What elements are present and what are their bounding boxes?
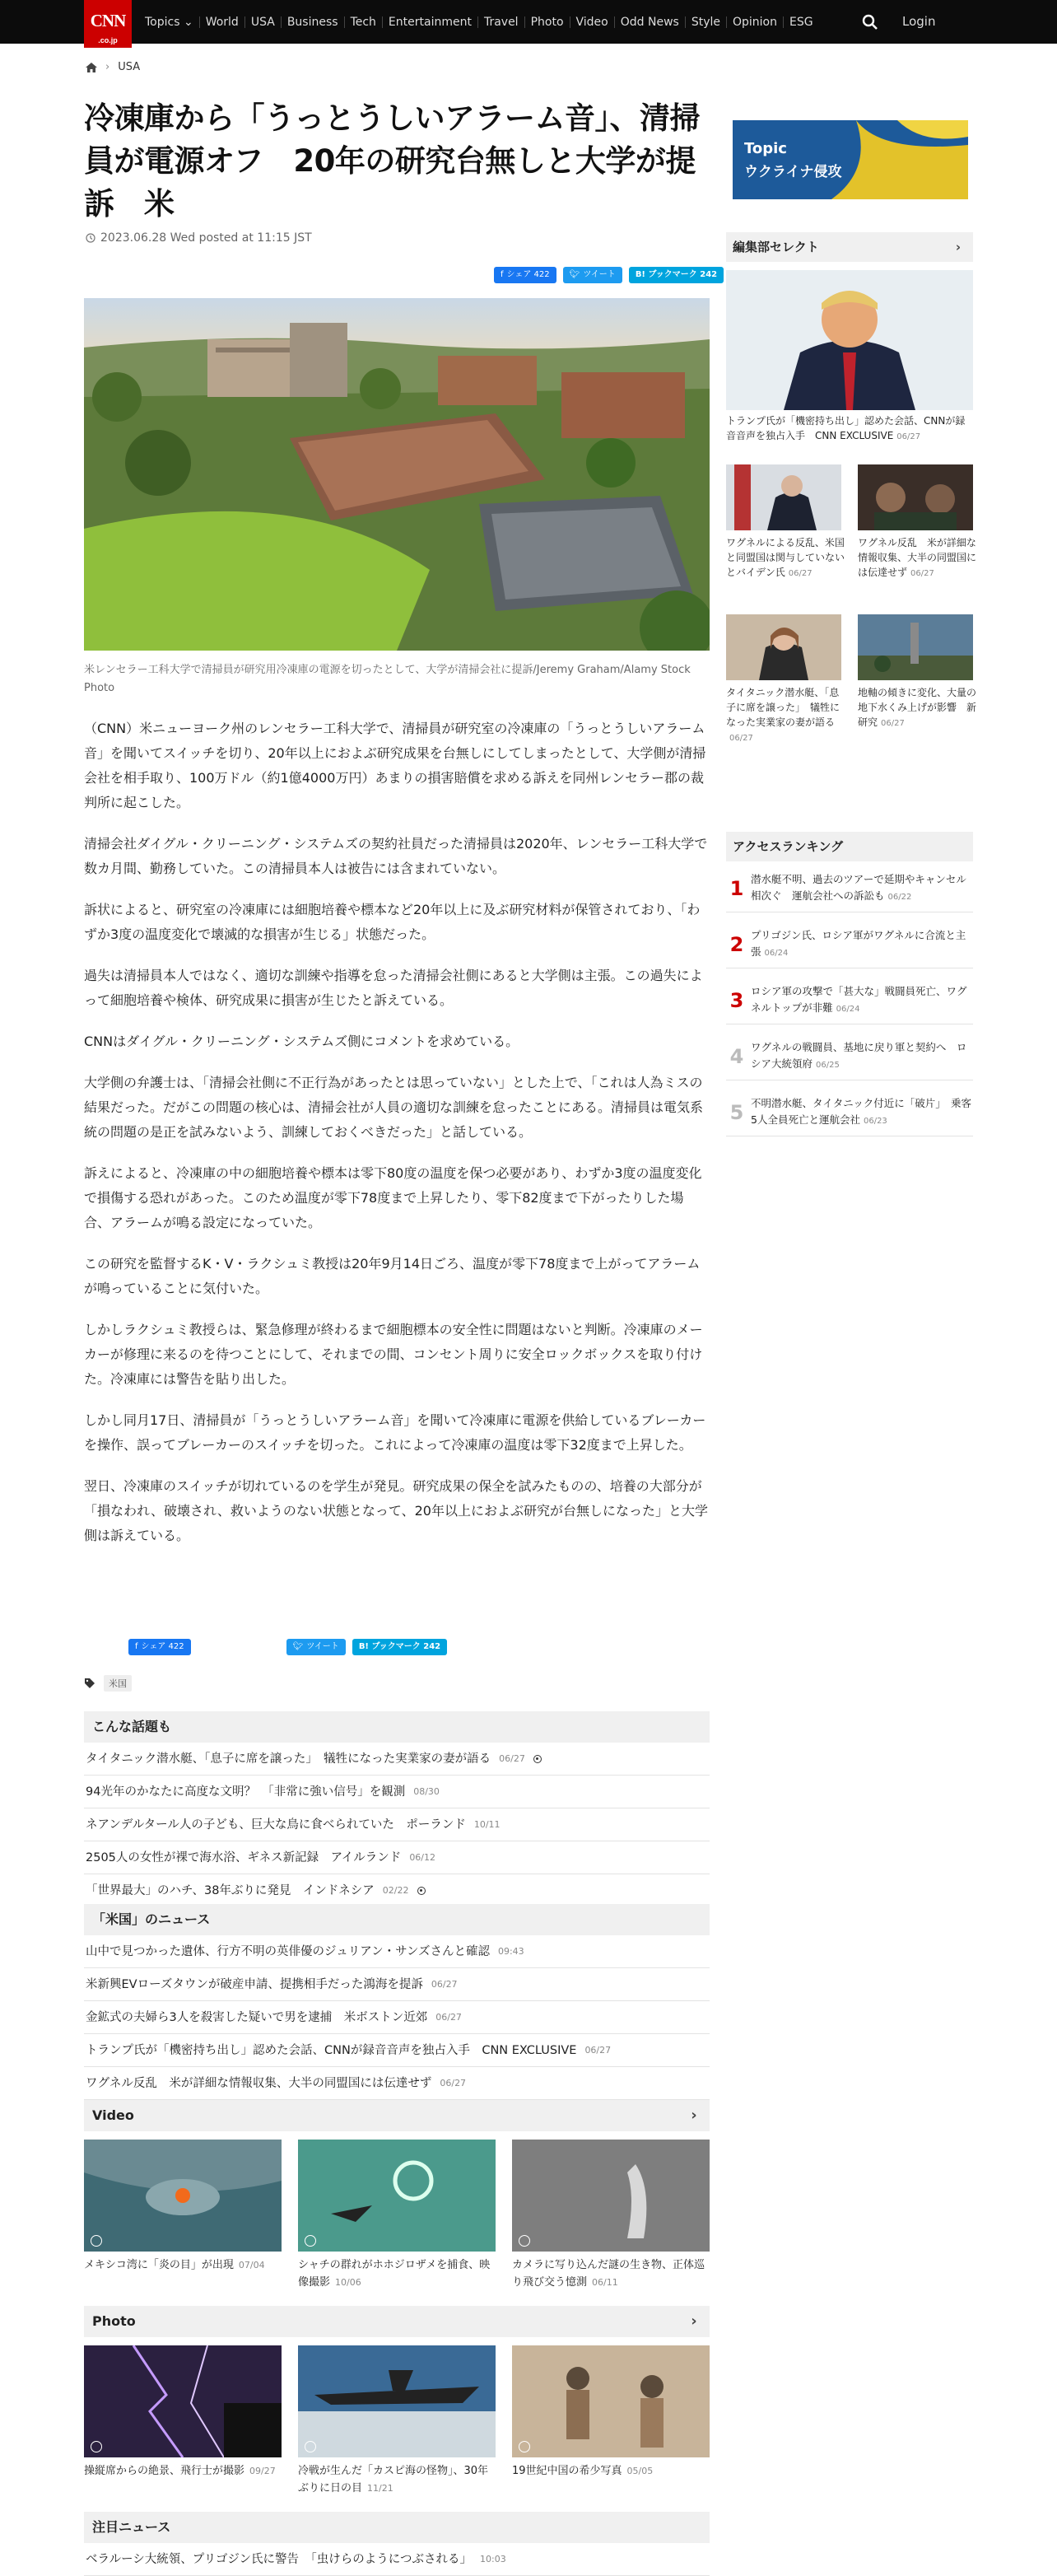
list-item-title: 2505人の女性が裸で海水浴、ギネス新記録 アイルランド: [86, 1850, 402, 1864]
article-paragraph: 訴状によると、研究室の冷凍庫には細胞培養や標本など20年以上に及ぶ研究材料が保管されており、「わずか3度の温度変化で壊滅的な損害が生じる」状態だった。: [84, 902, 701, 942]
list-item-title: 94光年のかなたに高度な文明？ 「非常に強い信号」を観測: [86, 1785, 406, 1799]
camera-icon: [305, 2441, 316, 2452]
camera-icon: [519, 2441, 530, 2452]
article-paragraph: （CNN）米ニューヨーク州のレンセラー工科大学で、清掃員が研究室の冷凍庫の「うっとうしいアラーム音」を聞いてスイッチを切り、20年以上におよぶ研究成果を台無しにしてしまったとして、大学側が清掃会社を相手取り、100万ドル（約1億4000万円）あまりの損害賠償を求める訴えを同州レンセラー郡の裁判所に起こした。: [84, 721, 706, 810]
related-heading: [84, 1711, 710, 1743]
breadcrumb: [86, 61, 140, 73]
list-item[interactable]: [84, 1841, 710, 1874]
list-item-title: 山中で見つかった遺体、行方不明の英俳優のジュリアン・サンズさんと確認: [86, 1944, 490, 1958]
twitter-share-label: ツイート: [583, 270, 616, 279]
rank-text: [747, 1095, 973, 1130]
rank-text: [747, 1039, 973, 1074]
video-card[interactable]: [512, 2140, 710, 2291]
photo-thumbnail: [84, 2345, 282, 2457]
list-item-date: 09:43: [497, 1945, 524, 1957]
rank-text: [747, 871, 973, 906]
nav-entertainment[interactable]: Entertainment: [382, 16, 477, 28]
list-item-title: ワグネル反乱 米が詳細な情報収集、大半の同盟国には伝達せず: [86, 2076, 432, 2090]
editor-item-image[interactable]: [858, 464, 973, 530]
related-list: [84, 1743, 710, 1907]
nav-links: [145, 0, 819, 44]
editor-select-heading-text: 編集部セレクト: [733, 240, 819, 254]
chevron-right-icon[interactable]: ›: [955, 240, 962, 254]
list-item-date: 06/27: [584, 2044, 612, 2056]
twitter-share-label: ツイート: [306, 1642, 339, 1651]
nav-style[interactable]: Style: [685, 16, 726, 28]
share-buttons-bottom: [128, 1639, 447, 1655]
breadcrumb-section[interactable]: USA: [118, 61, 141, 73]
facebook-share-button[interactable]: [128, 1639, 191, 1655]
photo-card-title: [84, 2462, 282, 2480]
video-thumbnail: [298, 2140, 496, 2252]
rank-title: プリゴジン氏、ロシア軍がワグネルに合流と主張: [751, 928, 966, 958]
editor-item-date: 06/27: [788, 569, 813, 578]
list-item-date: 10:03: [480, 2553, 506, 2564]
editor-item-date: 06/27: [729, 734, 753, 743]
editor-item-image[interactable]: [726, 464, 841, 530]
list-item-date: 06/27: [440, 2077, 467, 2088]
rank-date: 06/24: [764, 948, 789, 958]
article-title: 冷凍庫から「うっとうしいアラーム音」、清掃員が電源オフ 20年の研究台無しと大学が提訴 米: [84, 100, 700, 222]
chevron-right-icon[interactable]: ›: [691, 2312, 697, 2330]
chevron-right-icon[interactable]: ›: [691, 2107, 697, 2124]
banner-topic-title: ウクライナ侵攻: [744, 164, 842, 180]
facebook-share-label: シェア 422: [141, 1642, 184, 1651]
nav-usa[interactable]: USA: [244, 16, 281, 28]
photo-date: 11/21: [367, 2483, 393, 2494]
featured-list: [84, 2543, 710, 2576]
list-item-title: タイタニック潜水艇、「息子に席を譲った」 犠牲になった実業家の妻が語る: [86, 1752, 491, 1766]
editor-item-title: ワグネルによる反乱、米国と同盟国は関与していないとバイデン氏: [726, 537, 845, 578]
article-paragraph: しかし同月17日、清掃員が「うっとうしいアラーム音」を聞いて冷凍庫に電源を供給しているブレーカーを操作、誤ってブレーカーのスイッチを切った。これによって冷凍庫の温度は零下32度まで上昇した。: [84, 1412, 706, 1453]
ranking-item[interactable]: [726, 865, 973, 912]
list-item[interactable]: [84, 1874, 710, 1907]
photo-card[interactable]: [298, 2345, 496, 2497]
photo-card-title: [298, 2462, 496, 2497]
facebook-icon: f: [501, 270, 504, 279]
list-item-date: 06/27: [431, 1978, 458, 1990]
list-item-date: 06/27: [499, 1752, 525, 1764]
rank-date: 06/24: [836, 1004, 860, 1014]
article-paragraph: しかしラクシュミ教授らは、緊急修理が終わるまで細胞標本の安全性に問題はないと判断。冷凍庫のメーカーが修理に来るのを待つことにして、それまでの間、コンセント周りに安全ロックボックスを取り付けた。冷凍庫には警告を貼り出した。: [84, 1322, 703, 1387]
nav-video[interactable]: Video: [570, 16, 614, 28]
article-tags: [84, 1675, 132, 1692]
video-date: 06/11: [592, 2277, 618, 2288]
editor-item-caption[interactable]: [726, 413, 973, 445]
camera-icon: [91, 2441, 102, 2452]
list-item-date: 10/11: [473, 1818, 501, 1830]
rank-text: [747, 983, 973, 1018]
video-card[interactable]: [298, 2140, 496, 2291]
rank-number: 5: [729, 1100, 744, 1124]
video-card-title: [512, 2256, 710, 2291]
rank-date: 06/23: [863, 1116, 887, 1126]
list-item-date: 08/30: [413, 1785, 440, 1797]
photo-thumbnail: [298, 2345, 496, 2457]
nav-opinion[interactable]: Opinion: [726, 16, 783, 28]
ukraine-topic-banner[interactable]: [733, 120, 968, 199]
photo-heading[interactable]: [84, 2306, 710, 2337]
list-item-title: ベラルーシ大統領、プリゴジン氏に警告 「虫けらのようにつぶされる」: [86, 2552, 472, 2566]
video-heading[interactable]: [84, 2100, 710, 2131]
article-date: [86, 231, 312, 245]
photo-cards: [84, 2345, 710, 2497]
twitter-share-button[interactable]: [286, 1639, 346, 1655]
facebook-share-label: シェア 422: [506, 270, 550, 279]
list-item-title: 米新興EVローズタウンが破産申請、提携相手だった鴻海を提訴: [86, 1977, 423, 1991]
list-item[interactable]: [84, 1808, 710, 1841]
list-item-title: トランプ氏が「機密持ち出し」認めた会話、CNNが録音音声を独占入手 CNN EXCLUSIVE: [86, 2043, 577, 2057]
editor-item-title: タイタニック潜水艇、「息子に席を譲った」 犠牲になった実業家の妻が語る: [726, 687, 840, 728]
hatena-bookmark-button[interactable]: [352, 1639, 447, 1655]
usnews-heading-text: 「米国」のニュース: [92, 1911, 211, 1927]
editor-item-title: ワグネル反乱 米が詳細な情報収集、大半の同盟国には伝達せず: [858, 537, 977, 578]
photo-date: 09/27: [249, 2466, 276, 2476]
usnews-heading: [84, 1904, 710, 1935]
article-paragraph: 大学側の弁護士は、「清掃会社側に不正行為があったとは思っていない」とした上で、「これは人為ミスの結果だった。だがこの問題の核心は、清掃会社が人員の適切な訓練を怠ったことにある。清掃員は電気系統の問題の是正を試みないよう、訓練しておくべきだった」と話している。: [84, 1075, 704, 1140]
nav-topics[interactable]: Topics ⌄: [145, 15, 193, 29]
nav-photo[interactable]: Photo: [524, 16, 570, 28]
twitter-icon: 🐦︎: [292, 1642, 304, 1651]
photo-card[interactable]: [84, 2345, 282, 2497]
editor-item-date: 06/27: [896, 432, 921, 441]
editor-feature-image[interactable]: [726, 270, 973, 410]
video-date: 07/04: [238, 2260, 265, 2270]
editor-item-caption[interactable]: [858, 535, 976, 581]
article-paragraph: 清掃会社ダイグル・クリーニング・システムズの契約社員だった清掃員は2020年、レンセラー工科大学で数カ月間、勤務していた。この清掃員本人は被告には含まれていない。: [84, 836, 708, 876]
photo-title-text: 19世紀中国の希少写真: [512, 2465, 622, 2477]
related-heading-text: こんな話題も: [92, 1719, 172, 1734]
editor-item-caption[interactable]: [726, 685, 845, 746]
list-item[interactable]: [84, 2543, 710, 2576]
hatena-bookmark-button[interactable]: [629, 267, 724, 283]
editor-item-date: 06/27: [881, 719, 905, 728]
twitter-icon: 🐦︎: [569, 270, 580, 279]
list-item[interactable]: [84, 2034, 710, 2067]
editor-item-title: 地軸の傾きに変化、大量の地下水くみ上げが影響 新研究: [858, 687, 977, 728]
play-icon: [519, 2235, 530, 2247]
play-icon: [305, 2235, 316, 2247]
rank-date: 06/22: [887, 892, 912, 902]
editor-item-title: トランプ氏が「機密持ち出し」認めた会話、CNNが録音音声を独占入手 CNN EXCLUSIVE: [726, 415, 966, 441]
list-item-title: 金鉱式の夫婦ら3人を殺害した疑いで男を逮捕 米ボストン近郊: [86, 2010, 428, 2024]
list-item[interactable]: [84, 2067, 710, 2100]
video-title-text: カメラに写り込んだ謎の生き物、正体巡り飛び交う憶測: [512, 2259, 705, 2289]
video-icon: [533, 1755, 542, 1763]
facebook-share-button[interactable]: [494, 267, 556, 283]
list-item[interactable]: [84, 1743, 710, 1776]
video-thumbnail: [84, 2140, 282, 2252]
ranking-item[interactable]: [726, 977, 973, 1024]
list-item[interactable]: [84, 1776, 710, 1808]
video-thumbnail: [512, 2140, 710, 2252]
editor-select-heading[interactable]: [726, 232, 973, 262]
article-paragraph: CNNはダイグル・クリーニング・システムズ側にコメントを求めている。: [84, 1034, 519, 1049]
usnews-list: [84, 1935, 710, 2100]
video-heading-text: Video: [92, 2107, 134, 2123]
top-navbar: [0, 0, 1057, 44]
list-item-date: 02/22: [382, 1884, 409, 1896]
logo-text: CNN: [90, 11, 126, 30]
article-paragraph: 訴えによると、冷凍庫の中の細胞培養や標本は零下80度の温度を保つ必要があり、わずか3度の温度変化で損傷する恐れがあった。このため温度が零下78度まで上昇したり、零下82度まで下がったりした場合、アラームが鳴る設定になっていた。: [84, 1165, 702, 1230]
video-card[interactable]: [84, 2140, 282, 2291]
ranking-heading-text: アクセスランキング: [733, 839, 844, 854]
rank-title: 不明潜水艇、タイタニック付近に「破片」 乗客5人全員死亡と運航会社: [751, 1096, 972, 1126]
featured-heading-text: 注目ニュース: [92, 2519, 171, 2535]
list-item[interactable]: [84, 1968, 710, 2001]
list-item-title: 「世界最大」のハチ、38年ぶりに発見 インドネシア: [86, 1883, 375, 1897]
article-hero-image: [84, 298, 710, 651]
featured-heading: [84, 2512, 710, 2543]
article-body: [84, 716, 710, 1565]
video-title-text: シャチの群れがホホジロザメを捕食、映像撮影: [298, 2259, 491, 2289]
photo-card[interactable]: [512, 2345, 710, 2497]
rank-title: 潜水艇不明、過去のツアーで延期やキャンセル相次ぐ 運航会社への訴訟も: [751, 872, 966, 902]
photo-title-text: 冷戦が生んだ「カスピ海の怪物」、30年ぶりに日の目: [298, 2465, 489, 2494]
ranking-item[interactable]: [726, 1089, 973, 1136]
video-card-title: [84, 2256, 282, 2274]
nav-business[interactable]: Business: [281, 16, 344, 28]
tag-icon: [84, 1678, 95, 1689]
search-icon[interactable]: [861, 13, 879, 31]
editor-item-image[interactable]: [858, 614, 973, 680]
editor-item-image[interactable]: [726, 614, 841, 680]
rank-number: 3: [729, 988, 744, 1012]
logo-subtext: .co.jp: [98, 36, 118, 44]
image-caption: 米レンセラー工科大学で清掃員が研究用冷凍庫の電源を切ったとして、大学が清掃会社に提訴/Jeremy Graham/Alamy Stock Photo: [84, 664, 691, 694]
photo-thumbnail: [512, 2345, 710, 2457]
hatena-bookmark-label: B! ブックマーク 242: [635, 270, 718, 279]
nav-odd-news[interactable]: Odd News: [614, 16, 685, 28]
editor-item-caption[interactable]: [858, 685, 976, 731]
clock-icon: [86, 233, 95, 243]
list-item-date: 06/12: [409, 1851, 436, 1863]
rank-text: [747, 927, 973, 962]
nav-tech[interactable]: Tech: [344, 16, 382, 28]
video-icon: [417, 1887, 426, 1895]
share-spacer: [198, 1639, 280, 1655]
rank-title: ロシア軍の攻撃で「甚大な」戦闘員死亡、ワグネルトップが非難: [751, 984, 967, 1014]
nav-world[interactable]: World: [199, 16, 244, 28]
ranking-item[interactable]: [726, 1033, 973, 1080]
cnn-logo[interactable]: [84, 0, 132, 48]
list-item-date: 06/27: [435, 2011, 462, 2023]
facebook-icon: f: [135, 1642, 138, 1651]
photo-heading-text: Photo: [92, 2313, 136, 2329]
article-paragraph: この研究を監督するK・V・ラクシュミ教授は20年9月14日ごろ、温度が零下78度まで上がってアラームが鳴っていることに気付いた。: [84, 1256, 701, 1296]
ranking-item[interactable]: [726, 921, 973, 968]
article-paragraph: 過失は清掃員本人ではなく、適切な訓練や指導を怠った清掃会社側にあると大学側は主張。この過失によって細胞培養や検体、研究成果に損害が生じたと訴えている。: [84, 968, 703, 1008]
video-card-title: [298, 2256, 496, 2291]
ranking-heading: [726, 832, 973, 861]
hatena-bookmark-label: B! ブックマーク 242: [358, 1642, 441, 1651]
share-buttons-top: [494, 267, 724, 283]
nav-esg[interactable]: ESG: [783, 16, 819, 28]
twitter-share-button[interactable]: [563, 267, 622, 283]
rank-number: 1: [729, 876, 744, 900]
home-icon[interactable]: [86, 63, 97, 72]
nav-topics-label: Topics: [145, 15, 180, 29]
rank-number: 2: [729, 932, 744, 956]
article-date-text: 2023.06.28 Wed posted at 11:15 JST: [100, 231, 312, 245]
rank-number: 4: [729, 1044, 744, 1068]
editor-item-caption[interactable]: [726, 535, 845, 581]
photo-date: 05/05: [626, 2466, 654, 2476]
chevron-right-icon: ›: [105, 61, 110, 73]
rank-date: 06/25: [816, 1060, 840, 1070]
video-date: 10/06: [335, 2277, 361, 2288]
list-item-title: ネアンデルタール人の子ども、巨大な鳥に食べられていた ポーランド: [86, 1818, 466, 1832]
nav-travel[interactable]: Travel: [477, 16, 524, 28]
list-item[interactable]: [84, 1935, 710, 1968]
tag-usa[interactable]: 米国: [104, 1675, 132, 1692]
photo-title-text: 操縦席からの絶景、飛行士が撮影: [84, 2465, 245, 2477]
banner-topic-label: Topic: [744, 140, 787, 157]
article-paragraph: 翌日、冷凍庫のスイッチが切れているのを学生が発見。研究成果の保全を試みたものの、培養の大部分が「損なわれ、破壊され、救いようのない状態となって、20年以上におよぶ研究が台無しになった」と大学側は訴えている。: [84, 1478, 708, 1543]
editor-item-date: 06/27: [910, 569, 934, 578]
photo-card-title: [512, 2462, 710, 2480]
list-item[interactable]: [84, 2001, 710, 2034]
login-link[interactable]: Login: [902, 14, 936, 29]
video-cards: [84, 2140, 710, 2291]
rank-title: ワグネルの戦闘員、基地に戻り軍と契約へ ロシア大統領府: [751, 1040, 967, 1070]
video-title-text: メキシコ湾に「炎の目」が出現: [84, 2259, 234, 2271]
play-icon: [91, 2235, 102, 2247]
